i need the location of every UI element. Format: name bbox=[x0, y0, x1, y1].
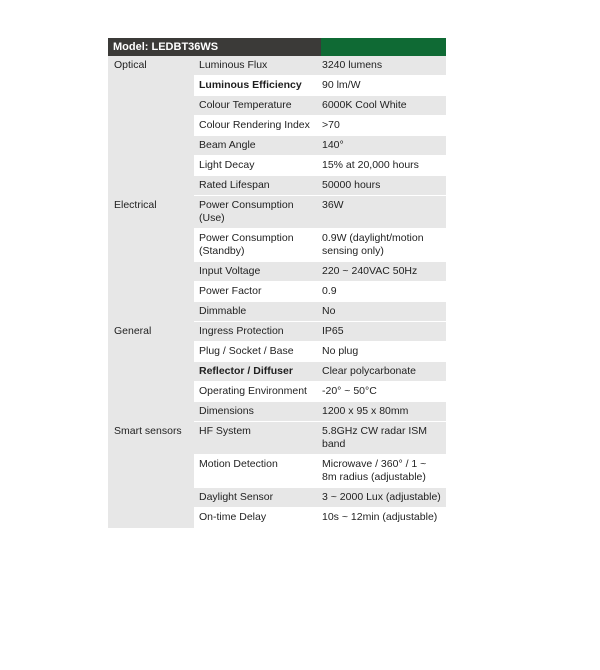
table-row bbox=[108, 76, 446, 96]
spec-value: 5.8GHz CW radar ISM band bbox=[317, 422, 446, 455]
table-row bbox=[108, 196, 446, 229]
category-cell bbox=[108, 362, 194, 382]
category-cell bbox=[108, 262, 194, 282]
spec-value: 90 lm/W bbox=[317, 76, 446, 96]
table-row bbox=[108, 382, 446, 402]
table-row bbox=[108, 262, 446, 282]
spec-value: Microwave / 360° / 1 ~ 8m radius (adjustable) bbox=[317, 455, 446, 488]
spec-label: Dimensions bbox=[194, 402, 317, 422]
table-row bbox=[108, 116, 446, 136]
model-title: Model: LEDBT36WS bbox=[108, 38, 321, 56]
table-row bbox=[108, 282, 446, 302]
spec-label: Power Factor bbox=[194, 282, 317, 302]
category-cell bbox=[108, 116, 194, 136]
table-row bbox=[108, 342, 446, 362]
category-cell bbox=[108, 455, 194, 488]
table-row bbox=[108, 229, 446, 262]
table-row bbox=[108, 176, 446, 196]
category-cell: Smart sensors bbox=[108, 422, 194, 455]
spec-label: HF System bbox=[194, 422, 317, 455]
category-cell bbox=[108, 382, 194, 402]
spec-value: 140° bbox=[317, 136, 446, 156]
spec-label: Colour Rendering Index bbox=[194, 116, 317, 136]
table-row bbox=[108, 422, 446, 455]
spec-value: 6000K Cool White bbox=[317, 96, 446, 116]
spec-value: No plug bbox=[317, 342, 446, 362]
category-cell bbox=[108, 76, 194, 96]
spec-value: 1200 x 95 x 80mm bbox=[317, 402, 446, 422]
spec-value: 15% at 20,000 hours bbox=[317, 156, 446, 176]
spec-label: Light Decay bbox=[194, 156, 317, 176]
category-cell: General bbox=[108, 322, 194, 342]
spec-label: Power Consumption (Use) bbox=[194, 196, 317, 229]
spec-value: 3240 lumens bbox=[317, 56, 446, 76]
spec-value: >70 bbox=[317, 116, 446, 136]
category-cell: Electrical bbox=[108, 196, 194, 229]
table-row bbox=[108, 362, 446, 382]
spec-label: Ingress Protection bbox=[194, 322, 317, 342]
spec-label: Dimmable bbox=[194, 302, 317, 322]
category-cell bbox=[108, 508, 194, 528]
spec-label: Motion Detection bbox=[194, 455, 317, 488]
spec-value: 50000 hours bbox=[317, 176, 446, 196]
spec-value: 10s ~ 12min (adjustable) bbox=[317, 508, 446, 528]
spec-value: Clear polycarbonate bbox=[317, 362, 446, 382]
spec-value: 0.9 bbox=[317, 282, 446, 302]
table-row bbox=[108, 156, 446, 176]
spec-label: Power Consumption (Standby) bbox=[194, 229, 317, 262]
table-row bbox=[108, 455, 446, 488]
header-accent-bar bbox=[321, 38, 446, 56]
spec-label: Reflector / Diffuser bbox=[194, 362, 317, 382]
category-cell bbox=[108, 488, 194, 508]
category-cell bbox=[108, 282, 194, 302]
table-row bbox=[108, 508, 446, 528]
category-cell bbox=[108, 342, 194, 362]
category-cell: Optical bbox=[108, 56, 194, 76]
category-cell bbox=[108, 229, 194, 262]
spec-label: Plug / Socket / Base bbox=[194, 342, 317, 362]
table-header bbox=[108, 38, 446, 56]
table-row bbox=[108, 136, 446, 156]
spec-label: Input Voltage bbox=[194, 262, 317, 282]
spec-label: Rated Lifespan bbox=[194, 176, 317, 196]
table-row bbox=[108, 488, 446, 508]
category-cell bbox=[108, 96, 194, 116]
table-row bbox=[108, 96, 446, 116]
category-cell bbox=[108, 136, 194, 156]
spec-value: IP65 bbox=[317, 322, 446, 342]
spec-value: 3 ~ 2000 Lux (adjustable) bbox=[317, 488, 446, 508]
spec-label: Operating Environment bbox=[194, 382, 317, 402]
spec-label: Beam Angle bbox=[194, 136, 317, 156]
category-cell bbox=[108, 176, 194, 196]
table-row bbox=[108, 302, 446, 322]
spec-label: On-time Delay bbox=[194, 508, 317, 528]
category-cell bbox=[108, 156, 194, 176]
spec-value: -20° ~ 50°C bbox=[317, 382, 446, 402]
spec-table bbox=[108, 38, 446, 528]
table-row bbox=[108, 322, 446, 342]
spec-value: 220 ~ 240VAC 50Hz bbox=[317, 262, 446, 282]
table-row bbox=[108, 56, 446, 76]
spec-label: Daylight Sensor bbox=[194, 488, 317, 508]
category-cell bbox=[108, 302, 194, 322]
spec-label: Luminous Efficiency bbox=[194, 76, 317, 96]
table-row bbox=[108, 402, 446, 422]
spec-value: No bbox=[317, 302, 446, 322]
category-cell bbox=[108, 402, 194, 422]
spec-value: 0.9W (daylight/motion sensing only) bbox=[317, 229, 446, 262]
spec-label: Colour Temperature bbox=[194, 96, 317, 116]
spec-value: 36W bbox=[317, 196, 446, 229]
spec-label: Luminous Flux bbox=[194, 56, 317, 76]
table-body bbox=[108, 56, 446, 528]
